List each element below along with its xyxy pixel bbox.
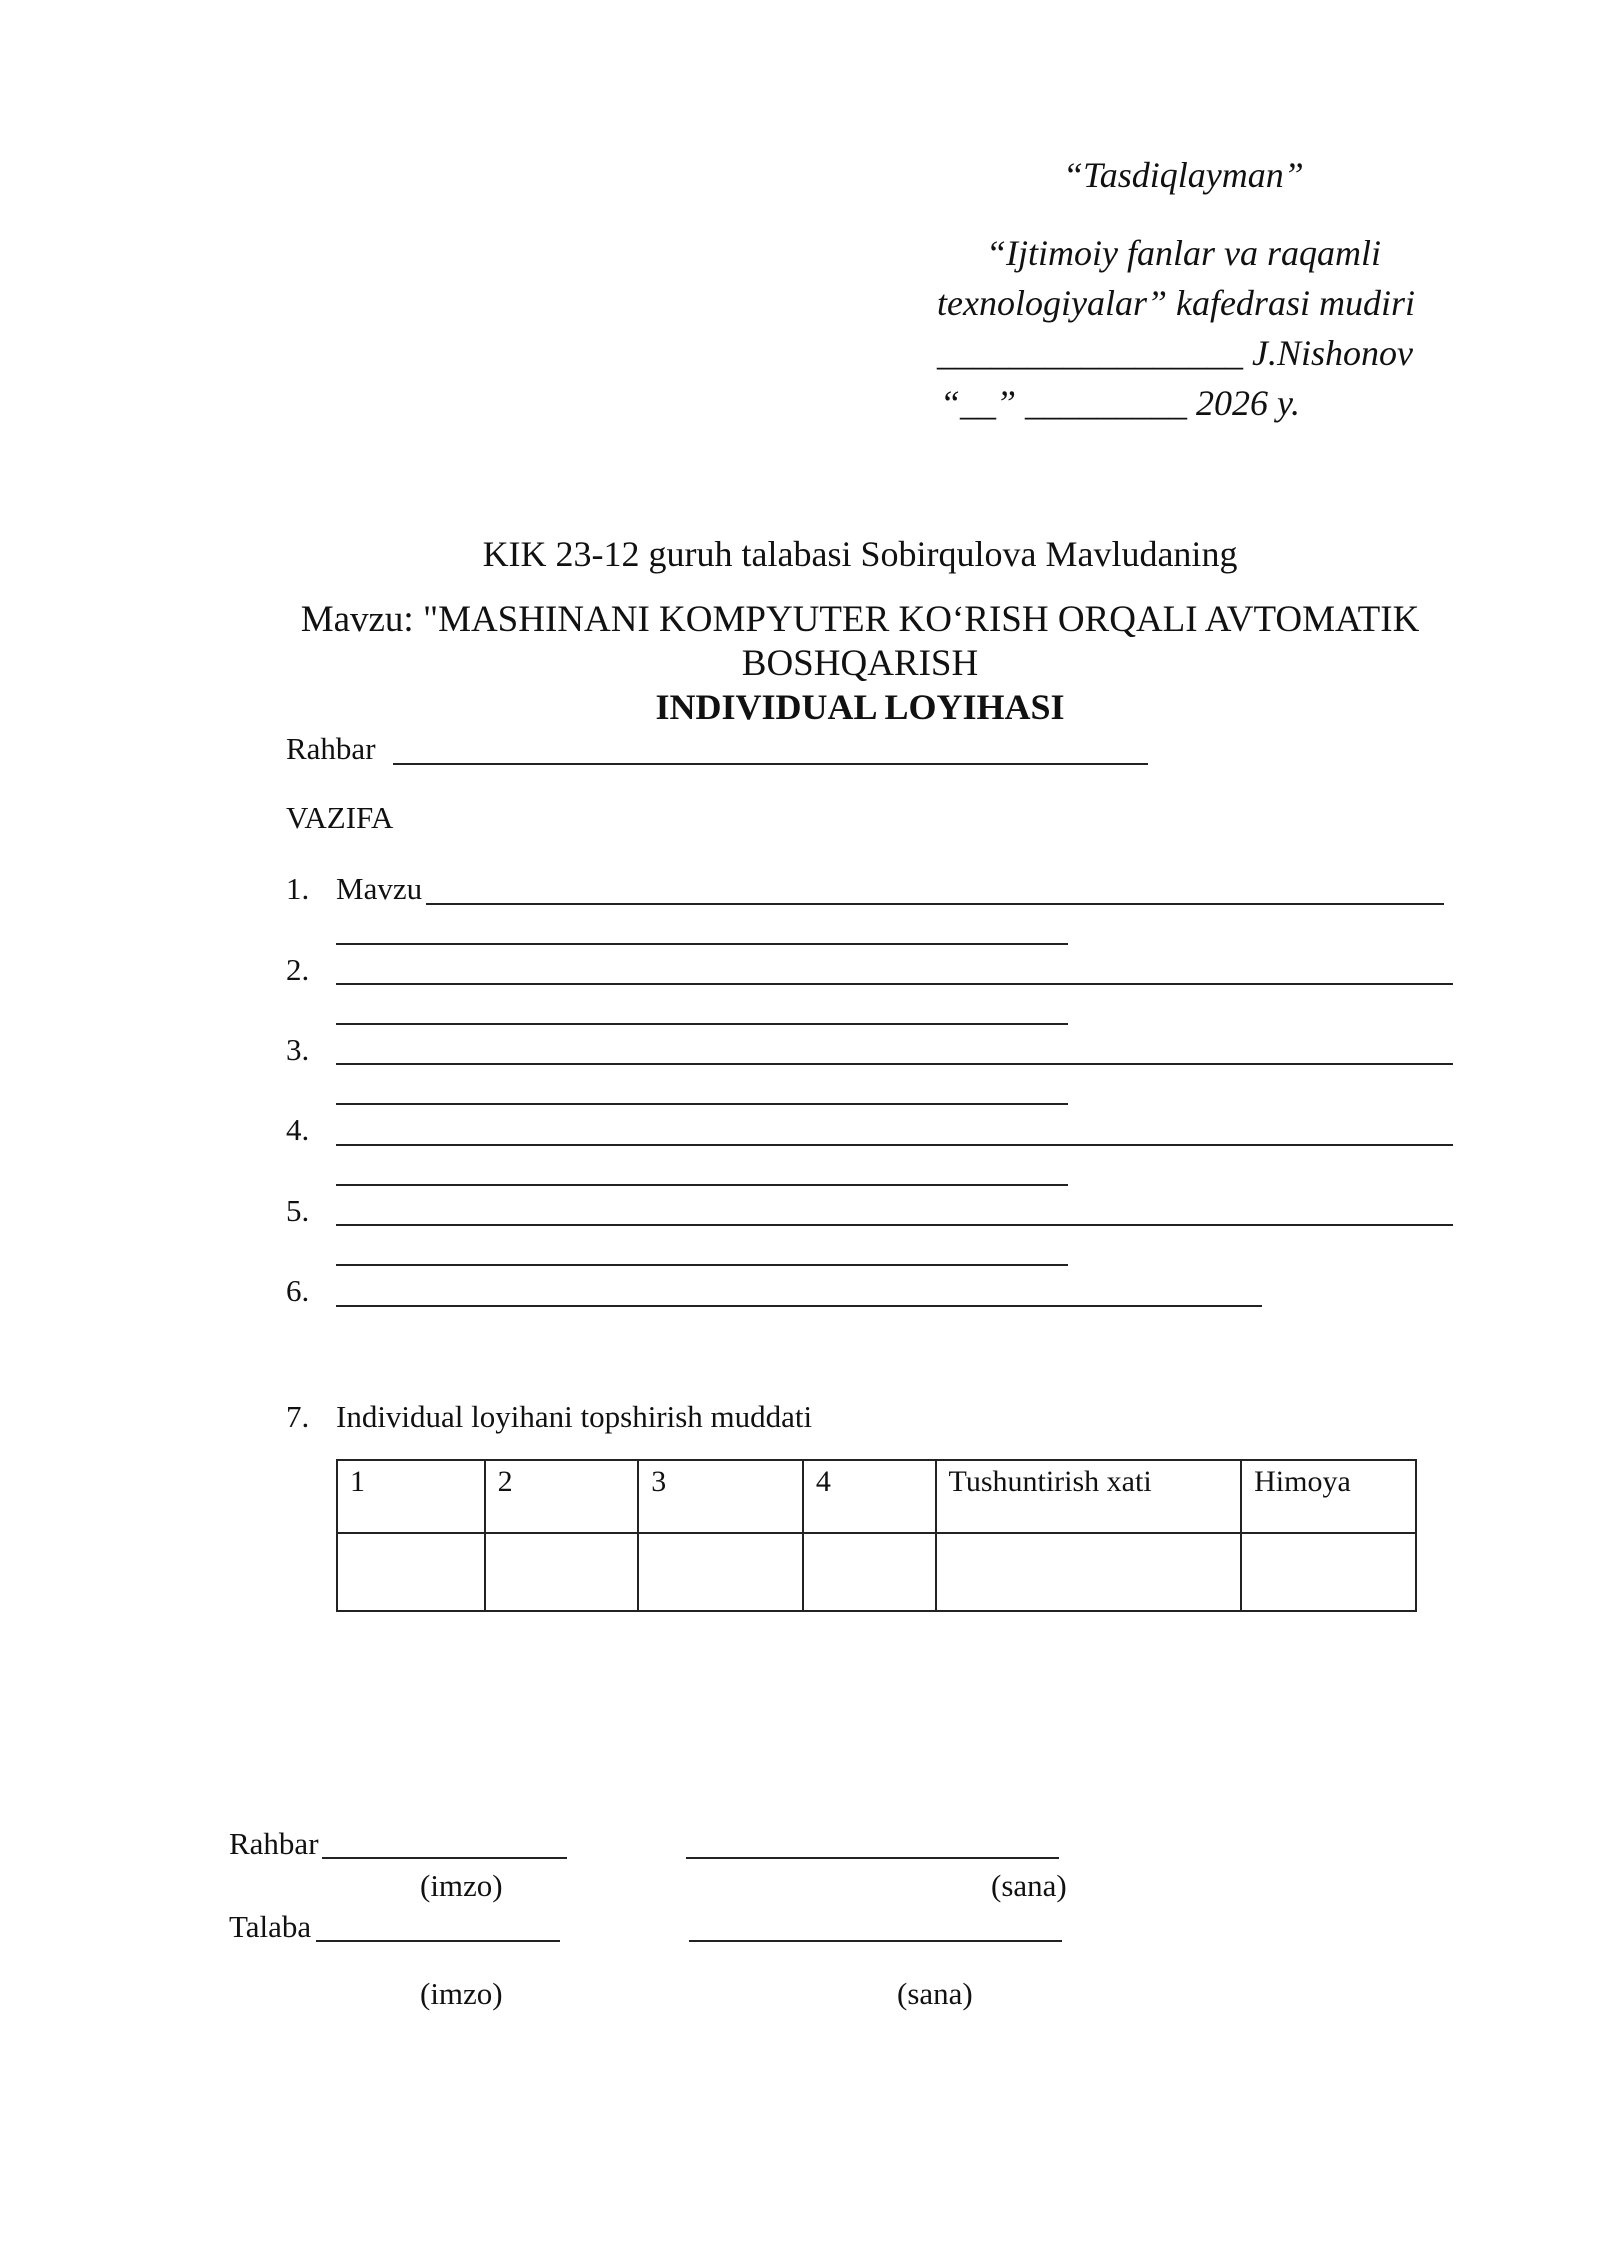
deadline-number: 7. bbox=[286, 1399, 310, 1434]
approval-line-3: _________________ J.Nishonov bbox=[937, 333, 1413, 373]
table-cell bbox=[485, 1533, 639, 1611]
table-row bbox=[337, 1533, 1416, 1611]
approval-line-4: “__” _________ 2026 y. bbox=[940, 383, 1301, 423]
task-number: 2. bbox=[286, 952, 310, 987]
task-line bbox=[336, 1023, 1068, 1025]
student-signature-caption: (imzo) bbox=[420, 1976, 503, 2011]
approval-line-2: texnologiyalar” kafedrasi mudiri bbox=[937, 283, 1415, 323]
table-header-cell: 2 bbox=[485, 1460, 639, 1533]
approval-line-1: “Ijtimoiy fanlar va raqamli bbox=[986, 233, 1381, 273]
task-line bbox=[336, 1184, 1068, 1186]
rahbar-line bbox=[393, 763, 1148, 765]
task-number: 1. bbox=[286, 871, 310, 906]
table-header-cell: Tushuntirish xati bbox=[936, 1460, 1242, 1533]
table-cell bbox=[638, 1533, 803, 1611]
table-cell bbox=[936, 1533, 1242, 1611]
supervisor-date-caption: (sana) bbox=[991, 1868, 1067, 1903]
vazifa-heading: VAZIFA bbox=[286, 800, 394, 835]
deadline-table bbox=[336, 1459, 1417, 1612]
task-line bbox=[336, 1305, 1262, 1307]
task-number: 5. bbox=[286, 1193, 310, 1228]
student-line: KIK 23-12 guruh talabasi Sobirqulova Mavludaning bbox=[482, 534, 1238, 574]
topic-line-1: Mavzu: "MASHINANI KOMPYUTER KO‘RISH ORQALI AVTOMATIK bbox=[300, 599, 1420, 640]
task-line bbox=[336, 1264, 1068, 1266]
task-line bbox=[336, 943, 1068, 945]
deadline-label: Individual loyihani topshirish muddati bbox=[336, 1399, 813, 1434]
task-line bbox=[336, 1063, 1453, 1065]
task-line bbox=[336, 983, 1453, 985]
student-signature-line bbox=[316, 1940, 560, 1942]
table-header-row bbox=[337, 1460, 1416, 1533]
topic-line-2: BOSHQARISH bbox=[741, 643, 979, 684]
rahbar-label: Rahbar bbox=[286, 731, 376, 766]
supervisor-signature-caption: (imzo) bbox=[420, 1868, 503, 1903]
supervisor-signature-line bbox=[322, 1857, 567, 1859]
supervisor-signature-label: Rahbar bbox=[229, 1826, 319, 1861]
table-header-cell: 3 bbox=[638, 1460, 803, 1533]
task-line bbox=[336, 1103, 1068, 1105]
table-header-cell: Himoya bbox=[1241, 1460, 1416, 1533]
task-number: 3. bbox=[286, 1032, 310, 1067]
student-date-caption: (sana) bbox=[897, 1976, 973, 2011]
student-date-line bbox=[689, 1940, 1062, 1942]
document-title: INDIVIDUAL LOYIHASI bbox=[655, 687, 1065, 727]
task-line bbox=[426, 903, 1444, 905]
task-line bbox=[336, 1224, 1453, 1226]
student-signature-label: Talaba bbox=[229, 1909, 312, 1944]
supervisor-date-line bbox=[686, 1857, 1059, 1859]
table-header-cell: 1 bbox=[337, 1460, 485, 1533]
table-cell bbox=[337, 1533, 485, 1611]
task-number: 6. bbox=[286, 1273, 310, 1308]
table-cell bbox=[803, 1533, 936, 1611]
task-label: Mavzu bbox=[336, 871, 423, 906]
task-number: 4. bbox=[286, 1112, 310, 1147]
table-header-cell: 4 bbox=[803, 1460, 936, 1533]
table-cell bbox=[1241, 1533, 1416, 1611]
task-line bbox=[336, 1144, 1453, 1146]
approval-title: “Tasdiqlayman” bbox=[1063, 155, 1304, 195]
